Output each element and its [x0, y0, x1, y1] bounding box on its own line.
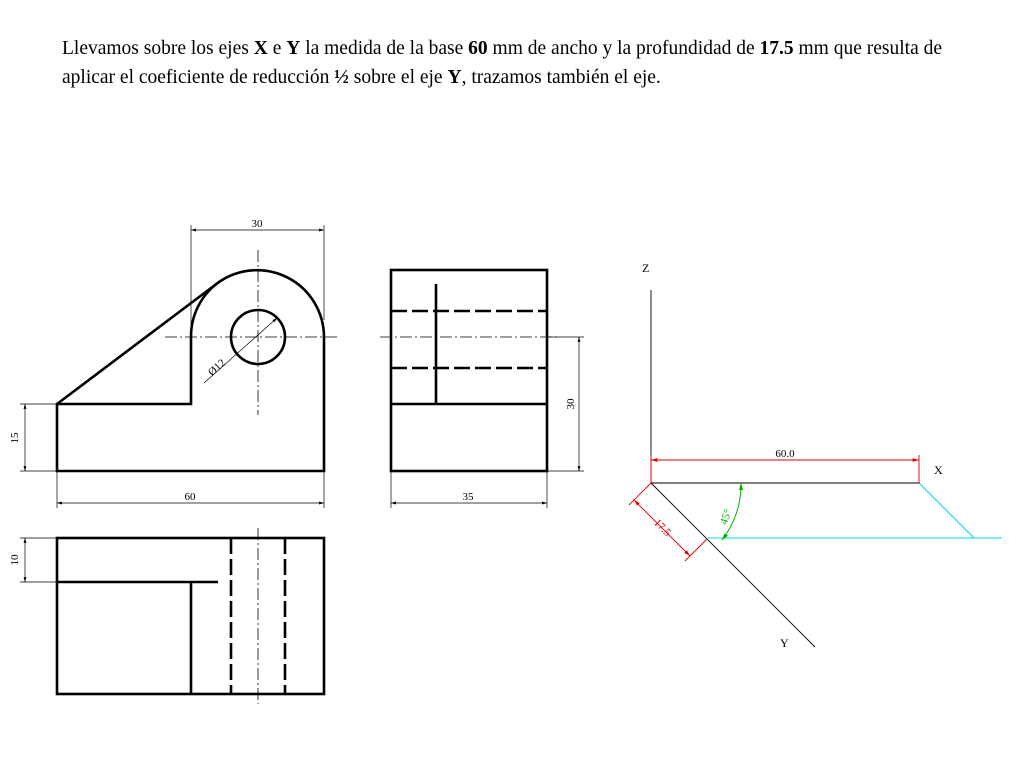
dim-label-right-30: 30 — [565, 398, 577, 410]
y-axis-label: Y — [780, 636, 789, 650]
angle-label-45: 45° — [717, 507, 735, 527]
cyan-diagonal-line — [919, 483, 974, 538]
top-view — [9, 528, 324, 704]
dim-label-hole: Ø12 — [205, 356, 229, 379]
dim-label-bottom-35: 35 — [462, 491, 474, 503]
dim-label-x-60: 60.0 — [775, 448, 795, 460]
dim-label-bottom-60: 60 — [184, 491, 196, 503]
y-axis — [651, 483, 815, 647]
dim-label-y-17-5: 17.5 — [651, 516, 674, 539]
dim-label-left-10: 10 — [9, 554, 21, 566]
dim-label-top-30: 30 — [251, 218, 263, 230]
side-view-outline — [391, 270, 547, 471]
axes-construction — [629, 261, 1002, 650]
instruction-text: Llevamos sobre los ejes X e Y la medida de la base 60 mm de ancho y la profundidad de 17.5 mm que resulta de aplicar el coeficiente de reducción ½ sobre el eje Y, trazamos también el eje. — [62, 38, 943, 88]
front-view — [9, 218, 338, 508]
z-axis-label: Z — [642, 261, 650, 275]
side-view — [380, 270, 584, 508]
dim-label-left-15: 15 — [9, 432, 21, 444]
x-axis-label: X — [934, 463, 943, 477]
